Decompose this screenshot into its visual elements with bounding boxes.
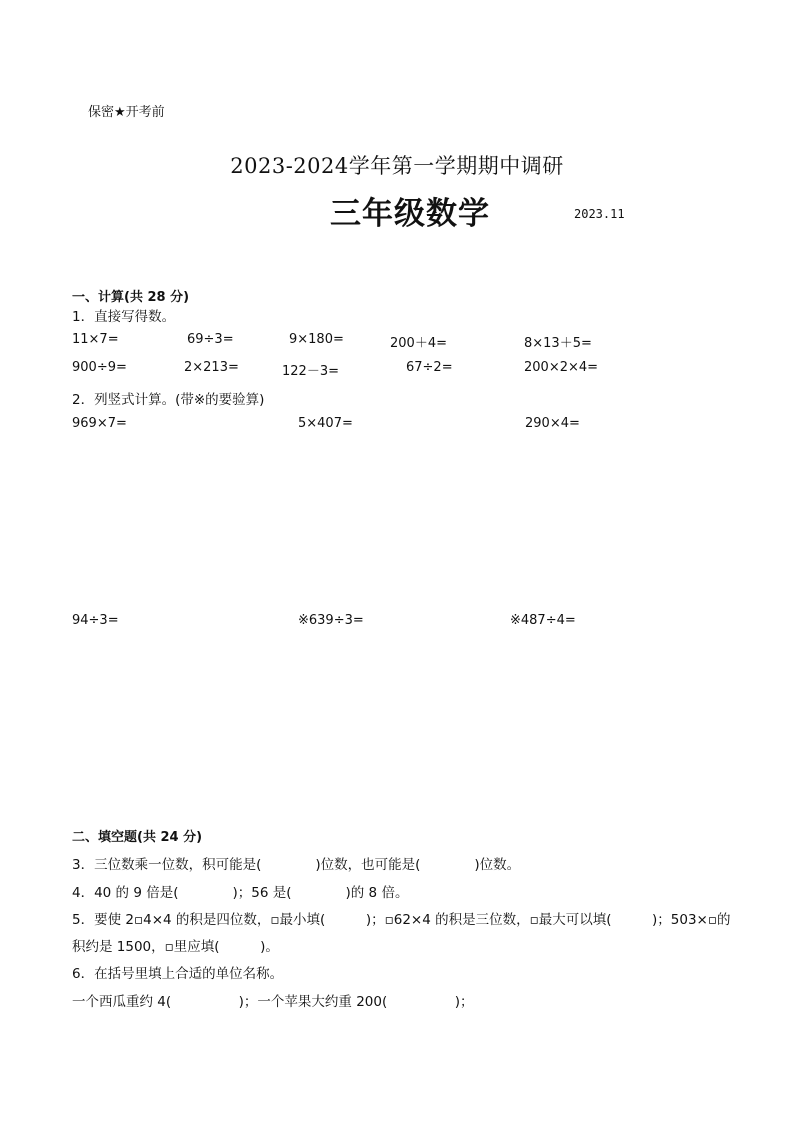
vertical-calc-item: ※639÷3= bbox=[298, 613, 364, 628]
question-6: 6．在括号里填上合适的单位名称。 bbox=[72, 966, 284, 982]
question-1-label: 1．直接写得数。 bbox=[72, 309, 176, 325]
exam-date: 2023.11 bbox=[574, 207, 625, 221]
calc-item: 11×7= bbox=[72, 332, 119, 347]
calc-item: 900÷9= bbox=[72, 360, 127, 375]
calc-item: 8×13＋5= bbox=[524, 336, 592, 351]
vertical-calc-item: 5×407= bbox=[298, 416, 353, 431]
calc-item: 67÷2= bbox=[406, 360, 453, 375]
confidential-note: 保密★开考前 bbox=[88, 105, 165, 120]
section-1-heading: 一、计算(共 28 分) bbox=[72, 290, 190, 305]
calc-item: 9×180= bbox=[289, 332, 344, 347]
exam-title: 2023-2024学年第一学期期中调研 bbox=[230, 154, 564, 178]
vertical-calc-item: ※487÷4= bbox=[510, 613, 576, 628]
vertical-calc-item: 290×4= bbox=[525, 416, 580, 431]
calc-item: 200×2×4= bbox=[524, 360, 599, 375]
question-2-label: 2．列竖式计算。(带※的要验算) bbox=[72, 392, 265, 408]
question-5: 5．要使 2▫4×4 的积是四位数，▫最小填( )；▫62×4 的积是三位数，▫最大可以填( )；503×▫的 bbox=[72, 912, 731, 928]
calc-item: 200＋4= bbox=[390, 336, 447, 351]
section-2-heading: 二、填空题(共 24 分) bbox=[72, 830, 203, 845]
question-4: 4．40 的 9 倍是( )；56 是( )的 8 倍。 bbox=[72, 885, 409, 901]
calc-item: 69÷3= bbox=[187, 332, 234, 347]
question-3: 3．三位数乘一位数，积可能是( )位数，也可能是( )位数。 bbox=[72, 857, 521, 873]
subject-title: 三年级数学 bbox=[330, 196, 490, 232]
vertical-calc-item: 94÷3= bbox=[72, 613, 119, 628]
question-6-line-1: 一个西瓜重约 4( )；一个苹果大约重 200( )； bbox=[72, 994, 474, 1010]
vertical-calc-item: 969×7= bbox=[72, 416, 127, 431]
calc-item: 2×213= bbox=[184, 360, 239, 375]
calc-item: 122－3= bbox=[282, 364, 339, 379]
question-5-continued: 积约是 1500，▫里应填( )。 bbox=[72, 939, 279, 955]
